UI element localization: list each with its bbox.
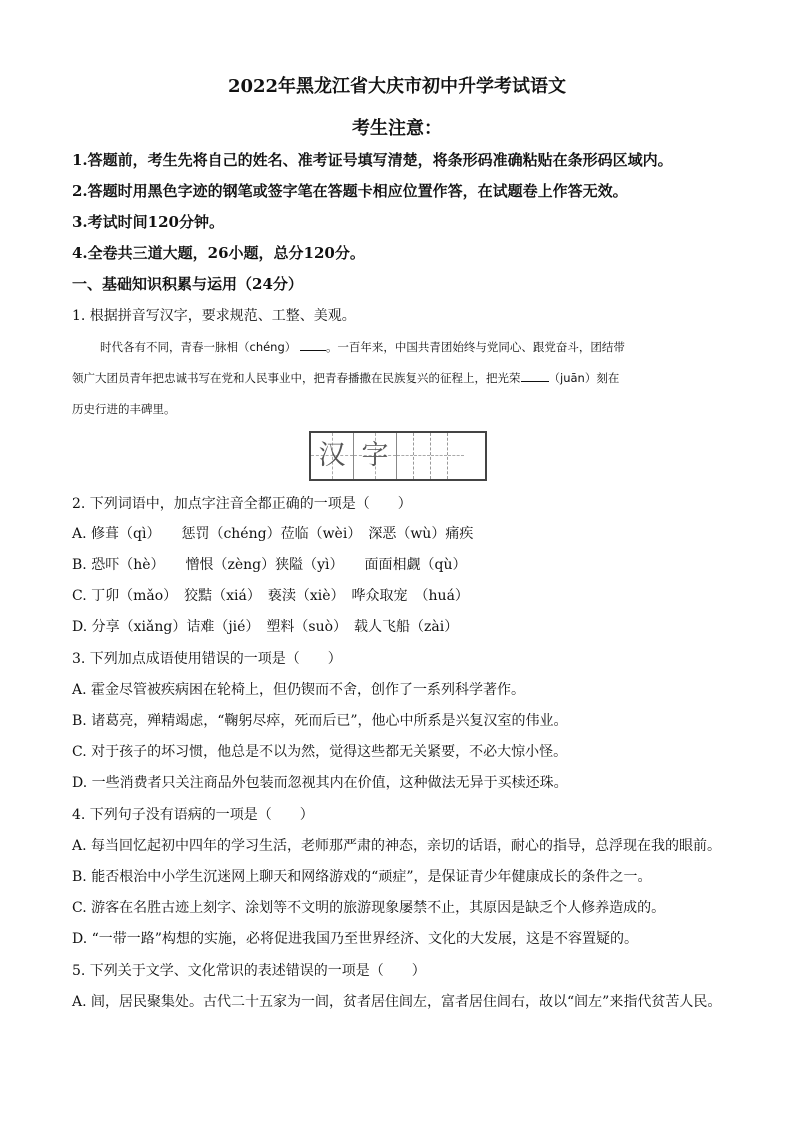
q1-prompt: 1. 根据拼音写汉字，要求规范、工整、美观。 [72, 308, 356, 324]
q1-passage-line1 [100, 337, 625, 357]
grid-char: 汉 [318, 440, 346, 471]
q3-prompt: 3. 下列加点成语使用错误的一项是（ ） [72, 651, 342, 667]
notice-heading: 考生注意： [352, 118, 442, 139]
grid-cell [414, 433, 431, 479]
notice-3: 3.考试时间120分钟。 [72, 213, 224, 231]
exam-title: 2022年黑龙江省大庆市初中升学考试语文 [227, 76, 567, 97]
q2-option-d: D. 分享（xiǎng）诘难（jié） 塑料（suò） 载人飞船（zài） [72, 619, 459, 635]
q3-option-a: A. 霍金尽管被疾病困在轮椅上，但仍锲而不舍，创作了一系列科学著作。 [72, 682, 526, 698]
q2-option-b: B. 恐吓（hè） 憎恨（zèng）狭隘（yì） 面面相觑（qù） [72, 557, 467, 573]
answer-blank[interactable] [521, 369, 549, 382]
answer-blank[interactable] [300, 338, 326, 351]
q4-option-b: B. 能否根治中小学生沉迷网上聊天和网络游戏的“顽症”，是保证青少年健康成长的条件之一。 [72, 869, 652, 885]
q1-passage-text: 领广大团员青年把忠诚书写在党和人民事业中，把青春播撒在民族复兴的征程上，把光荣 [72, 371, 521, 385]
q1-passage-text: 。一百年来，中国共青团始终与党同心、跟党奋斗，团结带 [325, 340, 625, 354]
grid-cell [354, 433, 397, 479]
q3-option-c: C. 对于孩子的坏习惯，他总是不以为然，觉得这些都无关紧要，不必大惊小怪。 [72, 744, 568, 760]
q4-option-d: D. “一带一路”构想的实施，必将促进我国乃至世界经济、文化的大发展，这是不容置疑的。 [72, 931, 638, 947]
q2-option-c: C. 丁卯（mǎo） 狡黠（xiá） 亵渎（xiè） 哗众取宠 （huá） [72, 588, 469, 604]
grid-cell [431, 433, 448, 479]
q4-prompt: 4. 下列句子没有语病的一项是（ ） [72, 807, 314, 823]
q1-passage-text: 时代各有不同，青春一脉相（chéng） [100, 340, 297, 354]
notice-2: 2.答题时用黑色字迹的钢笔或签字笔在答题卡相应位置作答，在试题卷上作答无效。 [72, 182, 628, 200]
grid-cell [397, 433, 414, 479]
q1-passage-text: 历史行进的丰碑里。 [72, 402, 176, 416]
notice-4: 4.全卷共三道大题，26小题，总分120分。 [72, 244, 365, 262]
grid-cell [311, 433, 354, 479]
q5-option-a: A. 闾，居民聚集处。古代二十五家为一闾，贫者居住闾左，富者居住闾右，故以“闾左”来指代贫苦人民。 [72, 994, 722, 1010]
grid-cell [448, 433, 464, 479]
q4-option-c: C. 游客在名胜古迹上刻字、涂划等不文明的旅游现象屡禁不止，其原因是缺乏个人修养造成的。 [72, 900, 666, 916]
q5-prompt: 5. 下列关于文学、文化常识的表述错误的一项是（ ） [72, 963, 426, 979]
q1-passage-line3 [72, 399, 176, 419]
q1-passage-text: （juān）刻在 [548, 371, 620, 385]
q1-passage-line2 [72, 368, 619, 388]
q2-option-a: A. 修葺（qì） 惩罚（chéng）莅临（wèi） 深恶（wù）痛疾 [72, 526, 474, 542]
q3-option-b: B. 诸葛亮，殚精竭虑，“鞠躬尽瘁，死而后已”，他心中所系是兴复汉室的伟业。 [72, 713, 568, 729]
notice-1: 1.答题前，考生先将自己的姓名、准考证号填写清楚，将条形码准确粘贴在条形码区域内。 [72, 151, 673, 169]
section-heading: 一、基础知识积累与运用（24分） [72, 275, 303, 293]
q2-prompt: 2. 下列词语中，加点字注音全都正确的一项是（ ） [72, 496, 412, 512]
q4-option-a: A. 每当回忆起初中四年的学习生活，老师那严肃的神态，亲切的话语，耐心的指导，总浮现在我的眼前。 [72, 838, 722, 854]
q3-option-d: D. 一些消费者只关注商品外包装而忽视其内在价值，这种做法无异于买椟还珠。 [72, 775, 568, 791]
writing-grid[interactable] [309, 431, 487, 481]
grid-char: 字 [361, 440, 389, 471]
